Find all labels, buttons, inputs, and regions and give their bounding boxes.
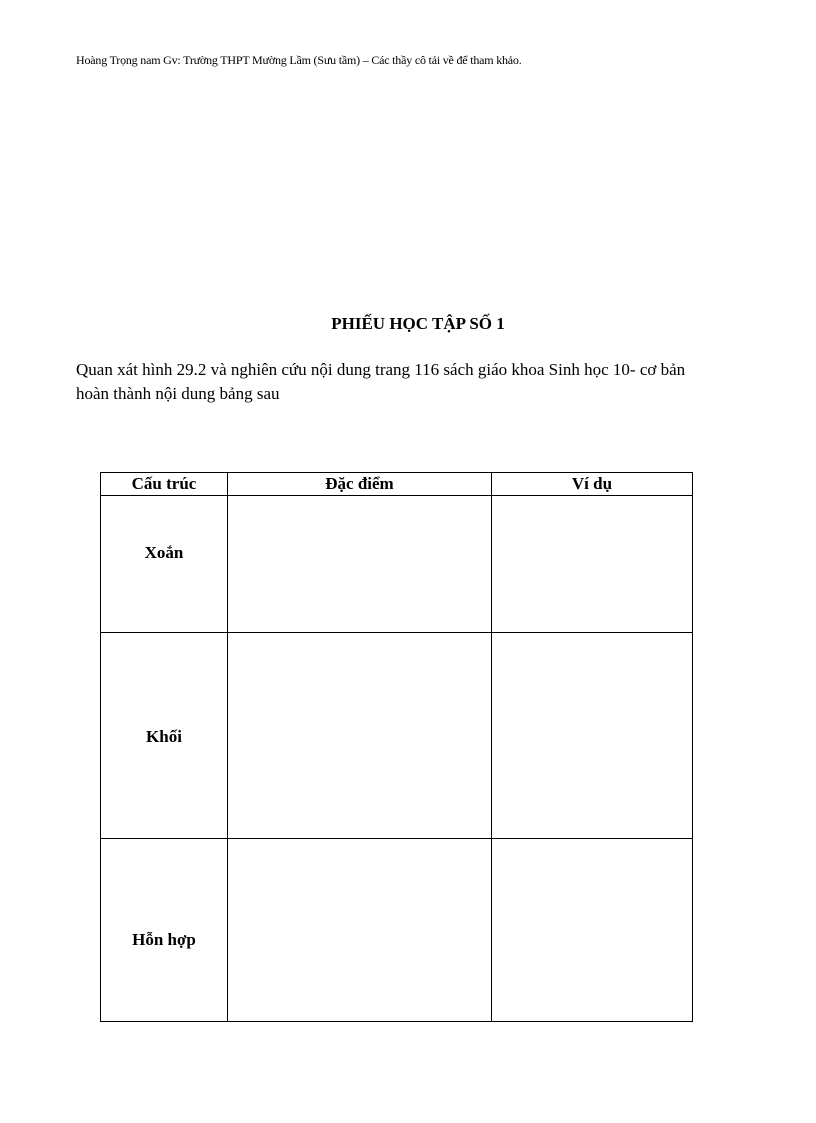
example-cell[interactable] xyxy=(492,839,693,1022)
table-row xyxy=(101,839,693,1022)
table-row xyxy=(101,496,693,633)
example-cell[interactable] xyxy=(492,496,693,633)
page-title: PHIẾU HỌC TẬP SỐ 1 xyxy=(331,314,505,333)
instruction-text xyxy=(76,358,756,406)
header-features: Đặc điểm xyxy=(228,473,492,496)
structure-label: Hỗn hợp xyxy=(132,930,196,949)
example-cell[interactable] xyxy=(492,633,693,839)
features-cell[interactable] xyxy=(228,633,492,839)
table-row xyxy=(101,633,693,839)
structure-cell xyxy=(101,633,228,839)
header-example: Ví dụ xyxy=(492,473,693,496)
header-structure: Cấu trúc xyxy=(101,473,228,496)
structure-label: Xoắn xyxy=(144,543,184,562)
table-header-row xyxy=(101,473,693,496)
features-cell[interactable] xyxy=(228,496,492,633)
structure-label: Khối xyxy=(146,727,182,746)
features-cell[interactable] xyxy=(228,839,492,1022)
worksheet-table xyxy=(100,472,693,1022)
header-note: Hoàng Trọng nam Gv: Trường THPT Mường Lầm (Sưu tầm) – Các thầy cô tải về để tham khảo. xyxy=(76,53,522,67)
structure-cell xyxy=(101,496,228,633)
structure-cell xyxy=(101,839,228,1022)
instruction-line-2: hoàn thành nội dung bảng sau xyxy=(76,384,280,403)
instruction-line-1: Quan xát hình 29.2 và nghiên cứu nội dung trang 116 sách giáo khoa Sinh học 10- cơ bản xyxy=(76,360,686,379)
